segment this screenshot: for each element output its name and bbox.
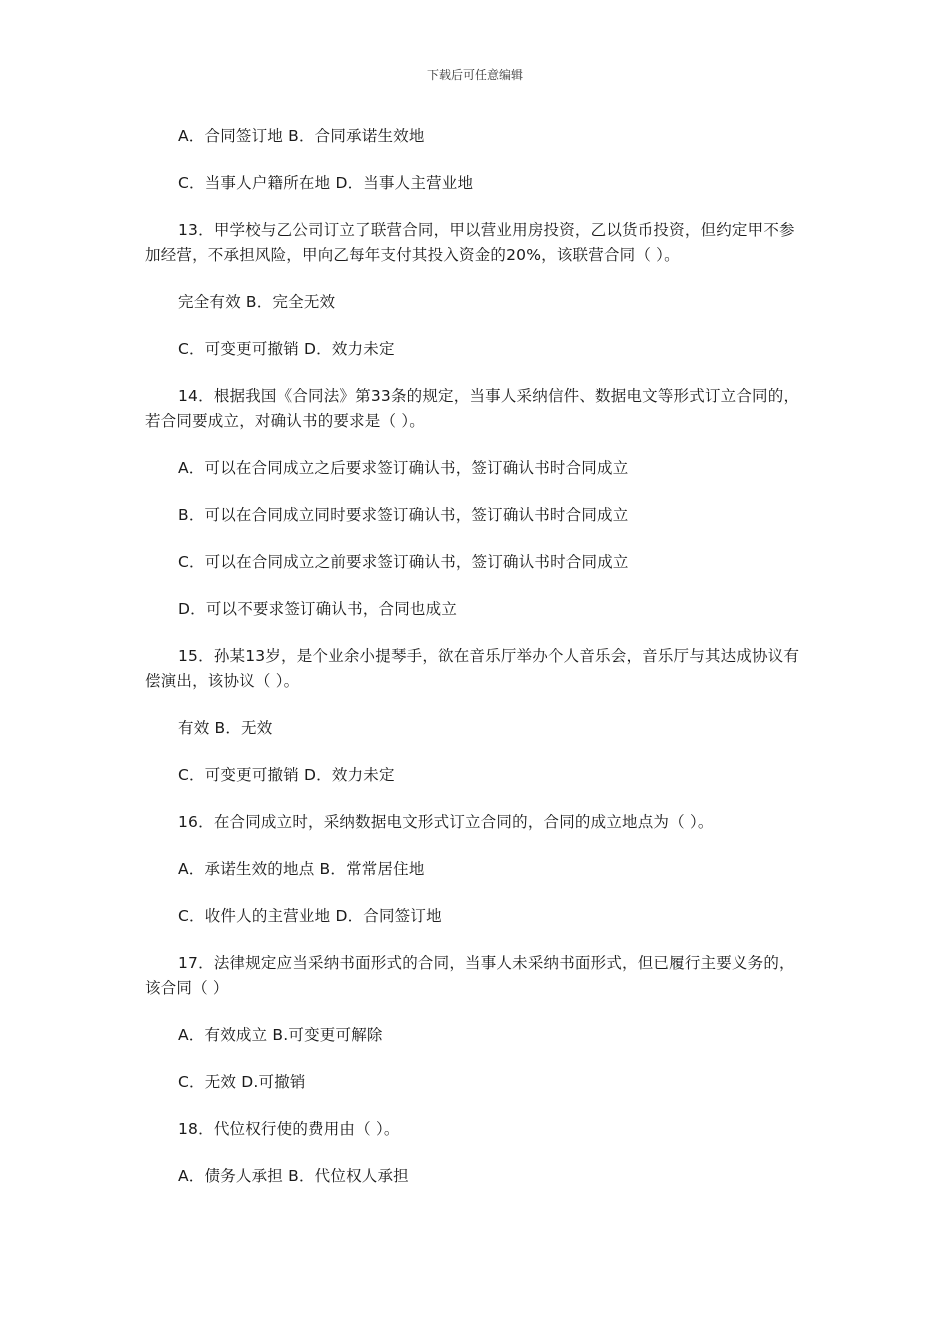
option-line: C．无效 D.可撤销 [178,1073,306,1091]
option-line: A．可以在合同成立之后要求签订确认书，签订确认书时合同成立 [178,459,629,477]
option-line: 有效 B．无效 [178,719,273,737]
header-note: 下载后可任意编辑 [426,68,523,82]
option-line: C．可以在合同成立之前要求签订确认书，签订确认书时合同成立 [178,553,629,571]
option-line: A．合同签订地 B．合同承诺生效地 [178,127,425,145]
option-line: B．可以在合同成立同时要求签订确认书，签订确认书时合同成立 [178,506,629,524]
option-line: C．当事人户籍所在地 D．当事人主营业地 [178,174,474,192]
question-18: 18．代位权行使的费用由（ ）。 [178,1120,400,1138]
option-line: C．可变更可撤销 D．效力未定 [178,766,395,784]
document-body [145,124,805,1211]
option-line: A．承诺生效的地点 B．常常居住地 [178,860,425,878]
option-line: A．有效成立 B.可变更可解除 [178,1026,383,1044]
option-line: C．收件人的主营业地 D．合同签订地 [178,907,442,925]
option-line: D．可以不要求签订确认书，合同也成立 [178,600,458,618]
question-13: 13．甲学校与乙公司订立了联营合同，甲以营业用房投资，乙以货币投资，但约定甲不参加经营，不承担风险，甲向乙每年支付其投入资金的20%，该联营合同（ ）。 [145,221,795,264]
question-15: 15．孙某13岁，是个业余小提琴手，欲在音乐厅举办个人音乐会，音乐厅与其达成协议有偿演出，该协议（ ）。 [145,647,800,690]
question-16: 16．在合同成立时，采纳数据电文形式订立合同的，合同的成立地点为（ ）。 [178,813,714,831]
question-17: 17．法律规定应当采纳书面形式的合同，当事人未采纳书面形式，但已履行主要义务的，该合同（ ） [145,954,795,997]
option-line: 完全有效 B．完全无效 [178,293,336,311]
question-14: 14．根据我国《合同法》第33条的规定，当事人采纳信件、数据电文等形式订立合同的，若合同要成立，对确认书的要求是（ ）。 [145,387,800,430]
option-line: C．可变更可撤销 D．效力未定 [178,340,395,358]
option-line: A．债务人承担 B．代位权人承担 [178,1167,409,1185]
